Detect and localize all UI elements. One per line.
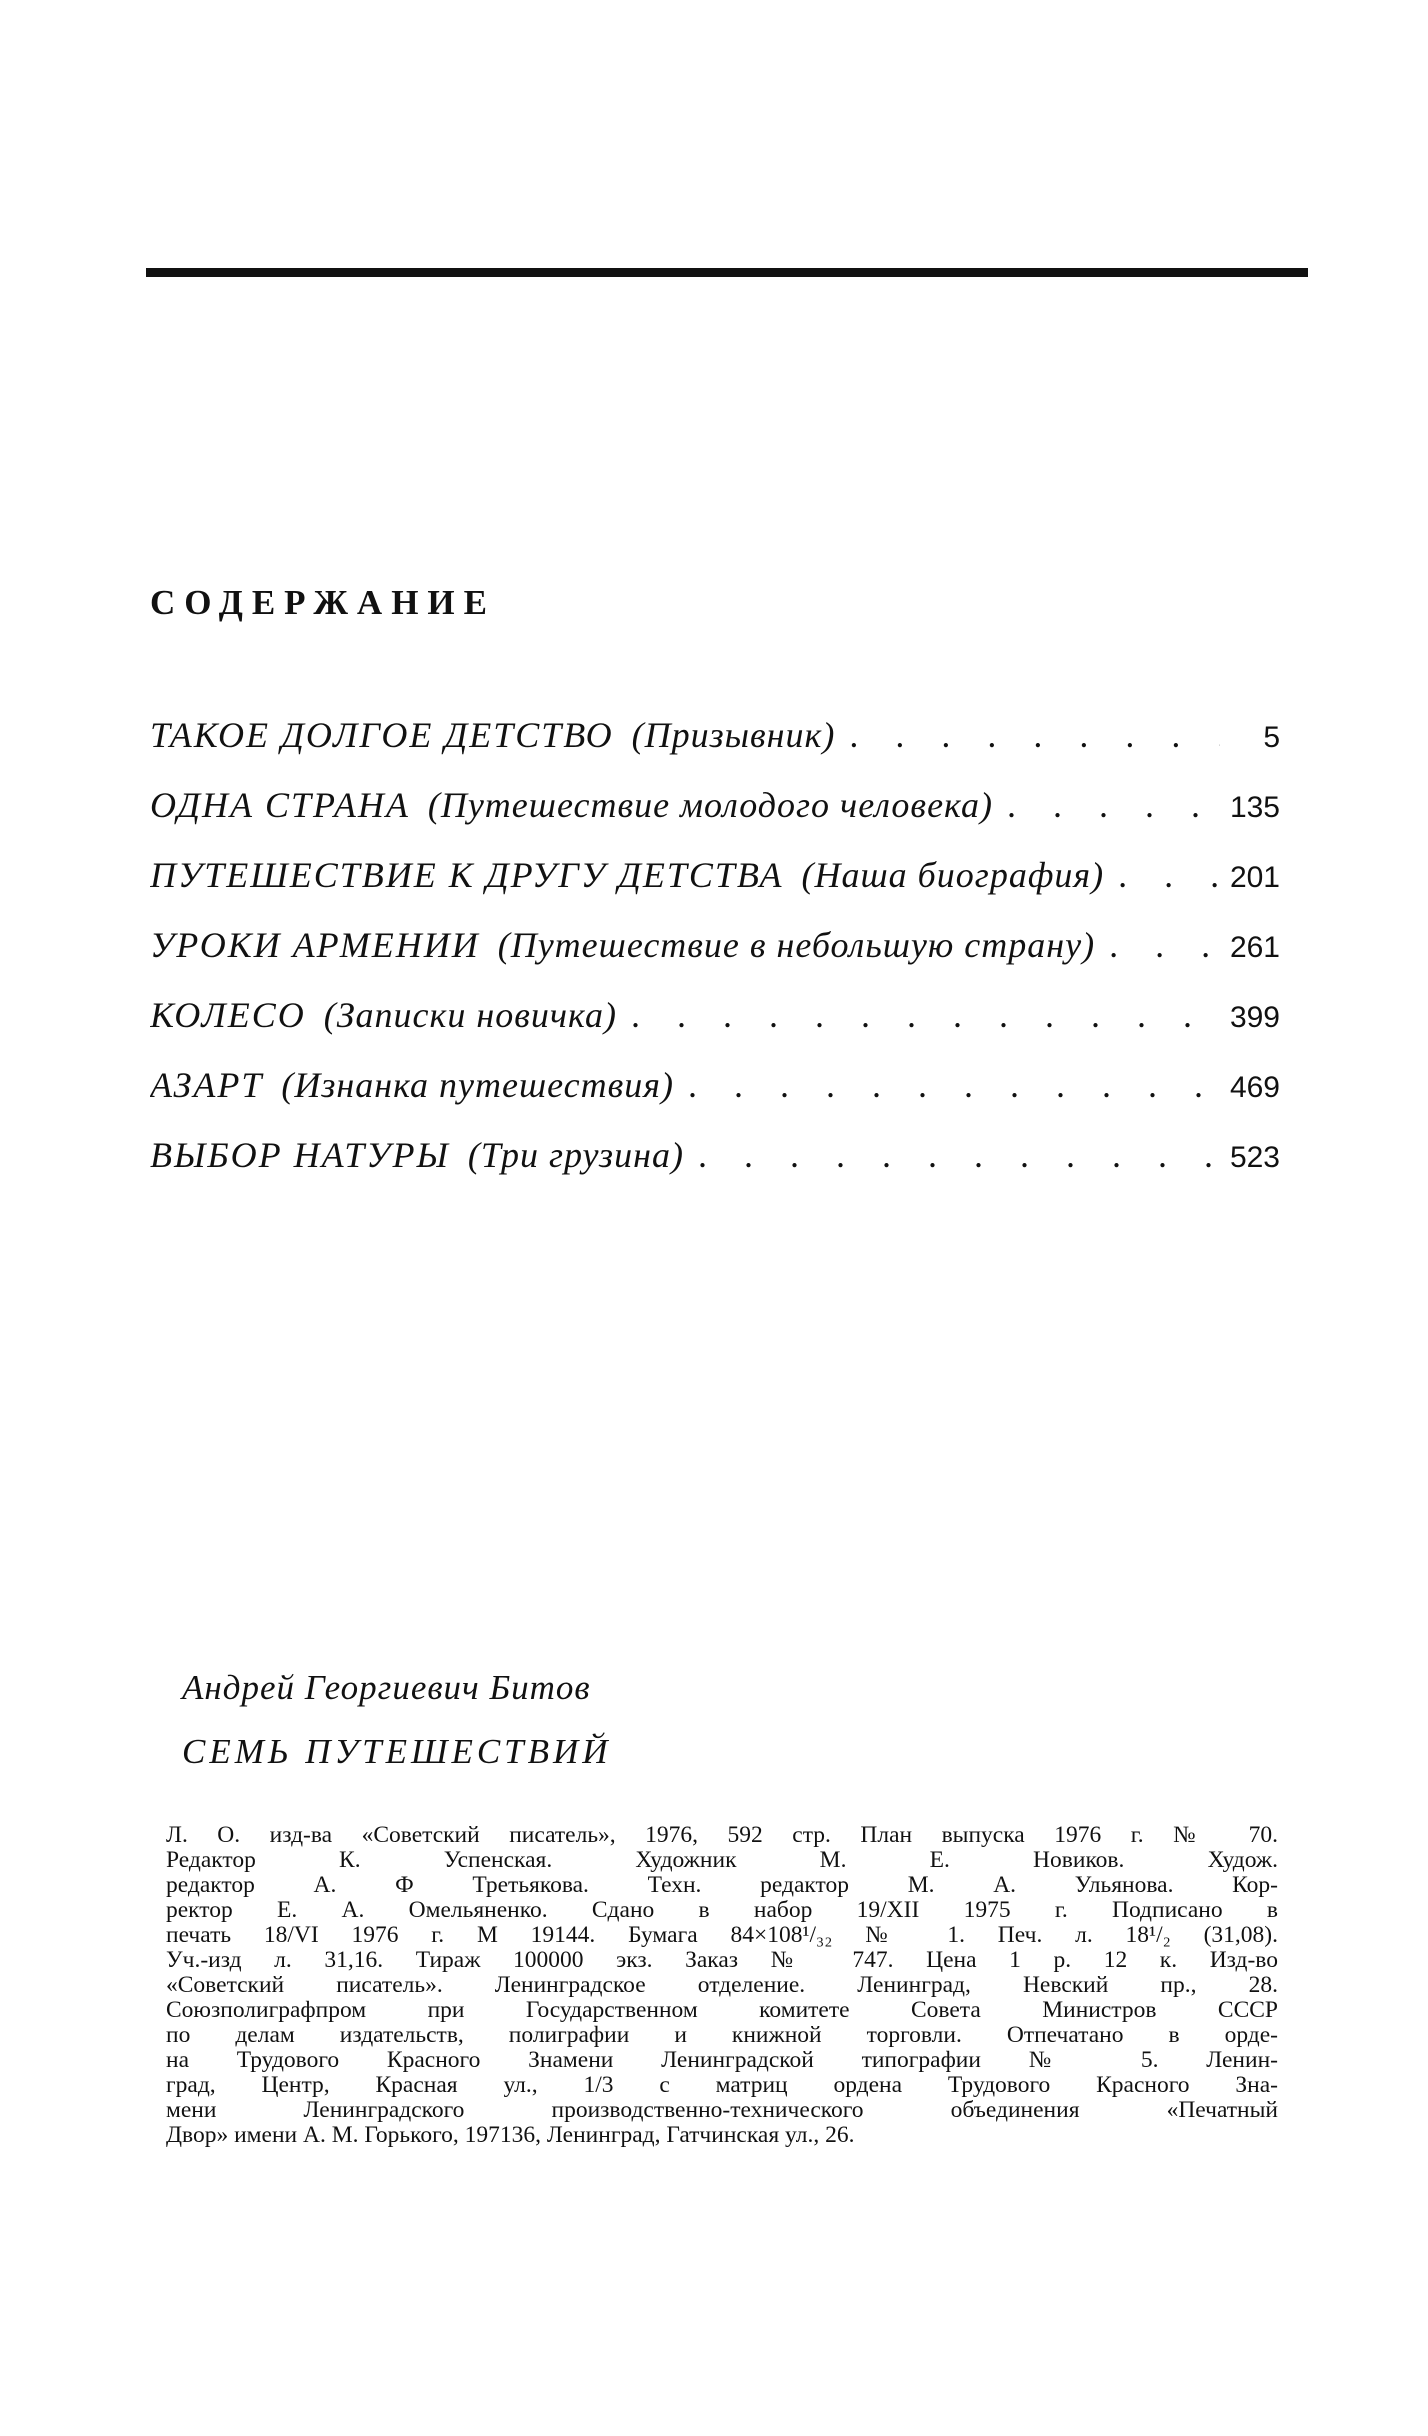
imprint-line: Редактор К. Успенская. Художник М. Е. Новиков. Худож. [166, 1847, 1278, 1873]
toc-entry [150, 780, 1280, 850]
toc-entry-subtitle: (Записки новичка) [323, 995, 617, 1035]
toc-entry-page: 399 [1229, 1001, 1280, 1034]
toc-entry-title: ВЫБОР НАТУРЫ [150, 1135, 450, 1175]
toc-entry-title: УРОКИ АРМЕНИИ [150, 925, 480, 965]
toc-entry-title: ТАКОЕ ДОЛГОЕ ДЕТСТВО [150, 715, 614, 755]
table-of-contents [150, 710, 1280, 1200]
toc-entry-page: 261 [1229, 931, 1280, 964]
toc-entry-title: ОДНА СТРАНА [150, 785, 410, 825]
toc-dot-leader [993, 780, 1220, 830]
toc-entry-title: АЗАРТ [150, 1065, 264, 1105]
contents-heading: СОДЕРЖАНИЕ [150, 583, 497, 622]
toc-dot-leader [674, 1060, 1220, 1110]
imprint-block [166, 1823, 1278, 2148]
toc-dot-leader [617, 990, 1220, 1040]
imprint-line: мени Ленинградского производственно-технического объединения «Печатный [166, 2097, 1278, 2123]
toc-entry-page: 201 [1229, 861, 1280, 894]
toc-entry [150, 850, 1280, 920]
toc-entry-page: 5 [1263, 721, 1280, 754]
imprint-line: ректор Е. А. Омельяненко. Сдано в набор 19/XII 1975 г. Подписано в [166, 1897, 1278, 1923]
toc-entry-subtitle: (Призывник) [631, 715, 836, 755]
toc-entry [150, 710, 1280, 780]
imprint-line: Союзполиграфпром при Государственном комитете Совета Министров СССР [166, 1997, 1278, 2023]
toc-entry [150, 920, 1280, 990]
toc-entry [150, 1060, 1280, 1130]
imprint-line: Л. О. изд-ва «Советский писатель», 1976, 592 стр. План выпуска 1976 г. № 70. [166, 1822, 1278, 1848]
toc-dot-leader [1095, 920, 1220, 970]
toc-entry-page: 469 [1229, 1071, 1280, 1104]
imprint-line: по делам издательств, полиграфии и книжной торговли. Отпечатано в орде- [166, 2022, 1278, 2048]
imprint-line: град, Центр, Красная ул., 1/3 с матриц ордена Трудового Красного Зна- [166, 2072, 1278, 2098]
toc-dot-leader [684, 1130, 1220, 1180]
imprint-line: редактор А. Ф Третьякова. Техн. редактор М. А. Ульянова. Кор- [166, 1872, 1278, 1898]
toc-entry-page: 523 [1229, 1141, 1280, 1174]
toc-entry-page: 135 [1229, 791, 1280, 824]
book-title: СЕМЬ ПУТЕШЕСТВИЙ [182, 1732, 612, 1771]
toc-entry-subtitle: (Три грузина) [467, 1135, 684, 1175]
toc-dot-leader [835, 710, 1220, 760]
toc-dot-leader [1104, 850, 1220, 900]
imprint-line: «Советский писатель». Ленинградское отделение. Ленинград, Невский пр., 28. [166, 1972, 1278, 1998]
toc-entry [150, 1130, 1280, 1200]
toc-entry [150, 990, 1280, 1060]
imprint-line: Двор» имени А. М. Горького, 197136, Ленинград, Гатчинская ул., 26. [166, 2122, 855, 2148]
imprint-line: Уч.-изд л. 31,16. Тираж 100000 экз. Заказ № 747. Цена 1 р. 12 к. Изд-во [166, 1947, 1278, 1973]
toc-entry-title: КОЛЕСО [150, 995, 306, 1035]
imprint-line: печать 18/VI 1976 г. М 19144. Бумага 84×108¹/₃₂ № 1. Печ. л. 18¹/₂ (31,08). [166, 1922, 1278, 1948]
toc-entry-subtitle: (Путешествие молодого человека) [427, 785, 993, 825]
author-name: Андрей Георгиевич Битов [182, 1668, 591, 1707]
top-rule [146, 268, 1308, 277]
toc-entry-title: ПУТЕШЕСТВИЕ К ДРУГУ ДЕТСТВА [150, 855, 784, 895]
toc-entry-subtitle: (Путешествие в небольшую страну) [497, 925, 1096, 965]
imprint-line: на Трудового Красного Знамени Ленинградской типографии № 5. Ленин- [166, 2047, 1278, 2073]
toc-entry-subtitle: (Наша биография) [801, 855, 1105, 895]
toc-entry-subtitle: (Изнанка путешествия) [281, 1065, 674, 1105]
